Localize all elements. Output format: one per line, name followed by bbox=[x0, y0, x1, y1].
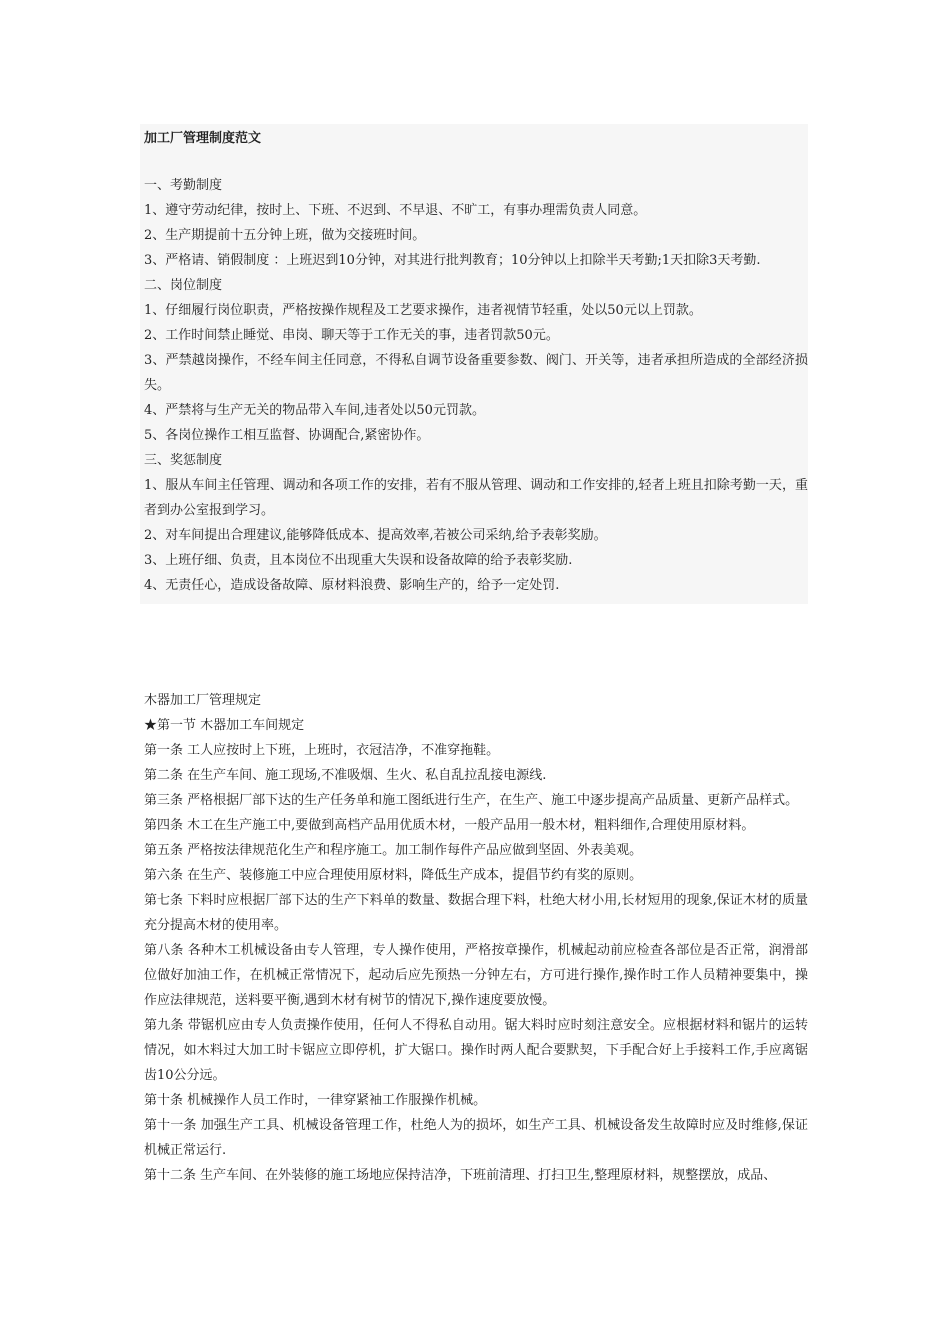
doc-title: 木器加工厂管理规定 bbox=[144, 693, 262, 708]
article: 第七条 下料时应根据厂部下达的生产下料单的数量、数据合理下料，杜绝大材小用,长材短用的现象,保证木材的质量充分提高木材的使用率。 bbox=[144, 893, 808, 933]
paragraph: 4、严禁将与生产无关的物品带入车间,违者处以50元罚款。 bbox=[144, 403, 485, 418]
doc-title: 加工厂管理制度范文 bbox=[144, 131, 262, 146]
spacer bbox=[140, 151, 808, 173]
section-factory-rules bbox=[140, 124, 808, 604]
paragraph: 4、无责任心，造成设备故障、原材料浪费、影响生产的，给予一定处罚. bbox=[144, 578, 560, 593]
article: 第十一条 加强生产工具、机械设备管理工作，杜绝人为的损坏，如生产工具、机械设备发生故障时应及时维修,保证机械正常运行. bbox=[144, 1118, 808, 1158]
paragraph: 3、严格请、销假制度 ：上班迟到10分钟，对其进行批判教育；10分钟以上扣除半天考勤;1天扣除3天考勤. bbox=[144, 253, 761, 268]
heading-post: 二、岗位制度 bbox=[144, 278, 223, 293]
paragraph: 2、工作时间禁止睡觉、串岗、聊天等于工作无关的事，违者罚款50元。 bbox=[144, 328, 559, 343]
paragraph: 1、仔细履行岗位职责，严格按操作规程及工艺要求操作，违者视情节轻重，处以50元以上罚款。 bbox=[144, 303, 702, 318]
paragraph: 2、对车间提出合理建议,能够降低成本、提高效率,若被公司采纳,给予表彰奖励。 bbox=[144, 528, 607, 543]
article: 第三条 严格根据厂部下达的生产任务单和施工图纸进行生产，在生产、施工中逐步提高产品质量、更新产品样式。 bbox=[144, 793, 799, 808]
article: 第五条 严格按法律规范化生产和程序施工。加工制作每件产品应做到坚固、外表美观。 bbox=[144, 843, 643, 858]
heading-rewards: 三、奖惩制度 bbox=[144, 453, 223, 468]
article: 第九条 带锯机应由专人负责操作使用，任何人不得私自动用。锯大料时应时刻注意安全。应根据材料和锯片的运转情况，如木料过大加工时卡锯应立即停机，扩大锯口。操作时两人配合要默契，下手配合好上手接料工作,手应离锯齿10公分远。 bbox=[144, 1018, 808, 1083]
paragraph: 3、上班仔细、负责，且本岗位不出现重大失误和设备故障的给予表彰奖励. bbox=[144, 553, 573, 568]
paragraph: 1、服从车间主任管理、调动和各项工作的安排，若有不服从管理、调动和工作安排的,轻者上班且扣除考勤一天，重者到办公室报到学习。 bbox=[144, 478, 808, 518]
article: 第八条 各种木工机械设备由专人管理，专人操作使用，严格按章操作，机械起动前应检查各部位是否正常，润滑部位做好加油工作，在机械正常情况下，起动后应先预热一分钟左右，方可进行操作,操作时工作人员精神要集中，操作应法律规范，送料要平衡,遇到木材有树节的情况下,操作速度要放慢。 bbox=[144, 943, 808, 1008]
section-heading: ★第一节 木器加工车间规定 bbox=[144, 718, 305, 733]
article: 第一条 工人应按时上下班，上班时，衣冠洁净，不准穿拖鞋。 bbox=[144, 743, 500, 758]
heading-attendance: 一、考勤制度 bbox=[144, 178, 223, 193]
paragraph: 2、生产期提前十五分钟上班，做为交接班时间。 bbox=[144, 228, 426, 243]
article: 第十条 机械操作人员工作时，一律穿紧袖工作服操作机械。 bbox=[144, 1093, 487, 1108]
article: 第二条 在生产车间、施工现场,不准吸烟、生火、私自乱拉乱接电源线. bbox=[144, 768, 547, 783]
section-wood-factory-rules bbox=[140, 688, 808, 1188]
article: 第六条 在生产、装修施工中应合理使用原材料，降低生产成本，提倡节约有奖的原则。 bbox=[144, 868, 643, 883]
article: 第四条 木工在生产施工中,要做到高档产品用优质木材，一般产品用一般木材，粗料细作,合理使用原材料。 bbox=[144, 818, 755, 833]
article: 第十二条 生产车间、在外装修的施工场地应保持洁净，下班前清理、打扫卫生,整理原材料，规整摆放，成品、 bbox=[144, 1168, 777, 1183]
paragraph: 5、各岗位操作工相互监督、协调配合,紧密协作。 bbox=[144, 428, 430, 443]
paragraph: 3、严禁越岗操作，不经车间主任同意，不得私自调节设备重要参数、阀门、开关等，违者承担所造成的全部经济损失。 bbox=[144, 353, 808, 393]
paragraph: 1、遵守劳动纪律，按时上、下班、不迟到、不早退、不旷工，有事办理需负责人同意。 bbox=[144, 203, 647, 218]
